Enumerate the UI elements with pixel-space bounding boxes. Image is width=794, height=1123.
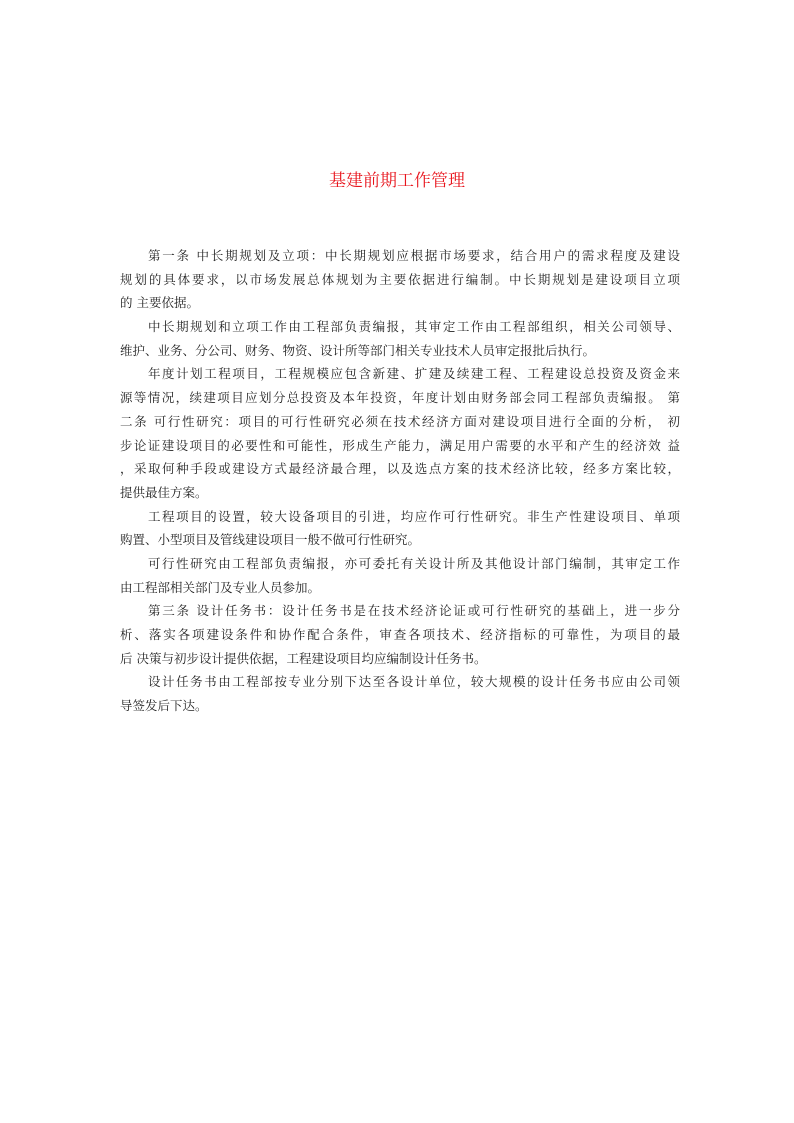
text-line: ，采取何种手段或建设方式最经济最合理，以及选点方案的技术经济比较，经多方案比较， [120, 461, 680, 477]
text-line: 年度计划工程项目，工程规模应包含新建、扩建及续建工程、工程建设总投资及资金来 [148, 366, 680, 382]
paragraph-1 [120, 244, 680, 315]
text-line: 第一条 中长期规划及立项：中长期规划应根据市场要求，结合用户的需求程度及建设 [148, 248, 680, 263]
text-line: 导签发后下达。 [120, 698, 208, 714]
paragraph-2 [120, 315, 680, 362]
text-line: 设计任务书由工程部按专业分别下达至各设计单位，较大规模的设计任务书应由公司领 [148, 674, 680, 690]
document-body [120, 244, 680, 718]
text-line: 步论证建设项目的必要性和可能性，形成生产能力，满足用户需要的水平和产生的经济效 益 [120, 437, 680, 453]
text-line: 析、落实各项建设条件和协作配合条件，审查各项技术、经济指标的可靠性，为项目的最 [120, 627, 680, 642]
document-title: 基建前期工作管理 [329, 171, 465, 191]
text-line: 中长期规划和立项工作由工程部负责编报，其审定工作由工程部组织，相关公司领导、 [148, 319, 680, 335]
text-line: 提供最佳方案。 [120, 484, 208, 500]
text-line: 购置、小型项目及管线建设项目一般不做可行性研究。 [120, 532, 421, 548]
text-line: 规划的具体要求，以市场发展总体规划为主要依据进行编制。中长期规划是建设项目立项 [120, 271, 680, 287]
paragraph-6 [120, 599, 680, 670]
paragraph-5 [120, 552, 680, 599]
text-line: 工程项目的设置，较大设备项目的引进，均应作可行性研究。非生产性建设项目、单项 [148, 508, 680, 524]
text-line: 后 决策与初步设计提供依据，工程建设项目均应编制设计任务书。 [120, 650, 487, 666]
text-line: 源等情况，续建项目应划分总投资及本年投资，年度计划由财务部会同工程部负责编报。 第 [120, 390, 680, 406]
text-line: 由工程部相关部门及专业人员参加。 [120, 579, 321, 595]
paragraph-3 [120, 362, 680, 504]
paragraph-7 [120, 670, 680, 717]
text-line: 二条 可行性研究：项目的可行性研究必须在技术经济方面对建设项目进行全面的分析， 初 [120, 413, 680, 429]
paragraph-4 [120, 505, 680, 552]
text-line: 可行性研究由工程部负责编报，亦可委托有关设计所及其他设计部门编制，其审定工作 [148, 555, 680, 571]
text-line: 第三条 设计任务书：设计任务书是在技术经济论证或可行性研究的基础上，进一步分 [148, 603, 680, 619]
text-line: 维护、业务、分公司、财务、物资、设计所等部门相关专业技术人员审定报批后执行。 [120, 342, 596, 358]
text-line: 的 主要依据。 [120, 295, 199, 311]
